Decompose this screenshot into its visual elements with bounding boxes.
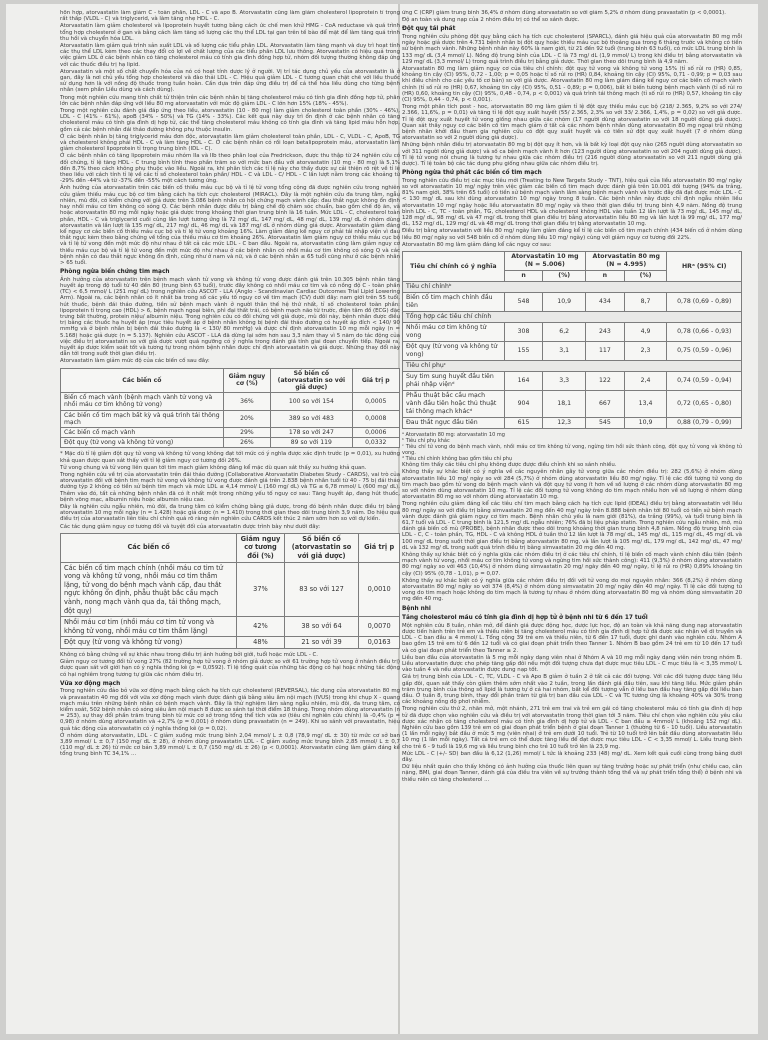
table-cell: 29% <box>223 427 270 437</box>
table-cell: 308 <box>504 323 543 342</box>
table-cell: 0,72 (0,65 - 0,80) <box>667 391 742 418</box>
table-cell: 4,9 <box>624 323 667 342</box>
table-header: Số biến cố (atorvastatin so với giả dược) <box>284 533 359 562</box>
table-cell: 545 <box>586 418 625 429</box>
paragraph: Trong một nghiên cứu mang tính chất tử thiện trên các bệnh nhân bị tăng cholesterol máu có tính gia đình đồng hợp tử, phân lớn các bệnh nhân đáp ứng với liều 80 mg atorvastatin với mức độ giảm LDL - C lớn hơn 15% (18% - 45%). <box>60 94 400 107</box>
table-header-row <box>403 252 742 271</box>
paragraph: Atorvastatin làm giảm cholesterol và lipoprotein huyết tương bằng cách ức chế men khử HMG - CoA reductase và quá trình tổng hợp cholesterol ở gan và bằng cách làm tăng số lượng các thụ thể LDL tại gan trên tế bào để mặt để làm tăng quá trình thu hồi và chuyển hóa LDL. <box>60 23 400 42</box>
paragraph: Ảnh hưởng của atorvastatin trên các biến cố thiếu máu cục bộ và tỉ lệ tử vong tổng cộng đã được nghiên cứu trong nghiên cứu giảm thiếu máu cục bộ cơ tim bằng cách hạ tích cực cholesterol (MIRACL). Đây là một nghiên cứu đa trung tâm, ngẫu nhiên, mù đôi, có kiểm chứng với giả dược trên 3.086 bệnh nhân có hội chứng mạch vành cấp: đau thắt ngực không ổn định hay nhồi máu cơ tim không có sóng Q. Các bệnh nhân được điều trị bằng chế độ chăm sóc chuẩn, bao gồm chế độ ăn, và hoặc atorvastatin 80 mg mỗi ngày hoặc giả dược trong khoảng thời gian trung bình là 16 tuần. Mức LDL - C, cholesterol toàn phần, HDL - C và triglycerid cuối cùng lần lượt tương ứng là 72 mg/ dL, 147 mg/ dL, 48 mg/ dL, 139 mg/ dL ở nhóm dùng atorvastatin và lần lượt là 135 mg/ dL, 217 mg/ dL, 46 mg/ dL và 187 mg/ dL ở nhóm dùng giả dược. Atorvastatin giảm đáng kể nguy cơ các biến cố thiếu máu cục bộ và tỉ lệ tử vong khoảng 16%. Làm giảm đáng kể nguy cơ phải tái nhập viện vì đau thắt ngực kèm theo bằng chứng về tổng của thiếu máu cơ tim khoảng 26%. Atorvastatin làm giảm nguy cơ thiếu máu cục bộ và tỉ lệ tử vong đến một mức độ như nhau ở tất cả các mức LDL - C ban đầu. Ngoài ra, atorvastatin cũng làm giảm nguy cơ thiếu máu cục bộ và tỉ lệ tử vong đến một mức độ như nhau ở các bệnh nhân có nhồi máu cơ tim không có sóng Q và các bệnh nhân có đau thắt ngực không ổn định, cũng như ở nam và nữ, và ở các bệnh nhân ≤ 65 tuổi cũng như ở các bệnh nhân > 65 tuổi. <box>60 185 400 266</box>
table-cell: 36% <box>223 393 270 410</box>
group-title: Atorvastatin 80 mg <box>592 253 660 261</box>
table-cell: Đột quỵ (tử vong và không tử vong) <box>403 342 505 361</box>
table-cell: 548 <box>504 293 543 312</box>
table-cell: 26% <box>223 438 270 448</box>
paragraph: ứng C (CRP) giảm trung bình 36,4% ở nhóm dùng atorvastatin so với giảm 5,2% ở nhóm dùng pravastatin (p < 0,0001). <box>402 10 726 16</box>
table-cell: 42% <box>237 617 284 637</box>
table-cell: 0,0070 <box>359 617 400 637</box>
paragraph: Mức LDL - C (+/- SD) ban đầu là 6,12 (1,26) mmol/ L tức là khoảng 233 (48) mg/ dL. Xem kết quả cuối cùng trong bảng dưới đây. <box>402 750 742 764</box>
table-row <box>403 323 742 342</box>
paragraph: Ở nhóm dùng atorvastatin, LDL - C giảm xuống mức trung bình 2,04 mmol/ L ± 0,8 (78,9 mg/ dL ± 30) từ mức cơ sở ban 3,89 mmol/ L ± 0,7 (150 mg/ dL ± 28), ở nhóm dùng pravastatin LDL - C giảm xuống mức trung bình 2,85 mmol/ L ± 0,7 (110 mg/ dL ± 26) từ mức cơ bản 3,89 mmol/ L ± 0,7 (150 mg/ dL ± 26) (p < 0,0001). Atorvastatin cũng làm giảm đáng kể tổng trung bình TC 34,1% ... <box>60 732 400 758</box>
table-cell: 3,3 <box>543 372 586 391</box>
table-cell: 904 <box>504 391 543 418</box>
table-cell: 2,3 <box>624 342 667 361</box>
paragraph: Ở các bệnh nhân có tăng lipoprotein máu nhóm IIa và IIb theo phân loại của Fredrickson, được thu thập từ 24 nghiên cứu có đối chứng, tỉ lệ tăng HDL - C trung bình tính theo phần trăm so với mức ban đầu với atorvastatin (10 mg - 80 mg) là 5,1% đến 8,7% theo cách không phụ thuộc vào liều. Ngoài ra, khi phân tích các tỉ lệ này cho thấy được sự cải thiện rõ rệt về tỉ lệ theo liều với cách tính tỉ lệ về các tỉ số cholesterol toàn phần/ HDL - C và LDL - C/ HDL - C lần lượt nằm trong các khoảng từ -29% đến -44% và từ -37% đến -55% một cách tương ứng. <box>60 153 400 185</box>
table-row <box>61 617 400 637</box>
table-cell: 0,0163 <box>359 637 400 649</box>
table-cell: 0,74 (0,59 - 0,94) <box>667 372 742 391</box>
table-cell: Nhồi máu cơ tim không tử vong <box>403 323 505 342</box>
table-cell: Suy tim sung huyết đầu tiên phải nhập việnᵈ <box>403 372 505 391</box>
paragraph: Không có bằng chứng về sự khác nhau trong điều trị ảnh hưởng bởi giới, tuổi hoặc mức LDL - C. <box>60 651 319 658</box>
table-cell: 10,9 <box>543 293 586 312</box>
table-cell: Đột quỵ (tử vong và không tử vong) <box>61 438 224 448</box>
paragraph: Những bệnh nhân điều trị atorvastatin 80 mg bị đột quỵ ít hơn, và là bất kỳ loại đột quỵ nào (265 người dùng atorvastatin so với 311 người dùng giả dược) và số ca bệnh mạch vành ít hơn (123 người dùng atorvastatin so với 204 người dùng giả dược). Tỉ lệ tử vong nói chung là tương tự nhau giữa các nhóm điều trị (216 người dùng atorvastatin so với 211 người dùng giả dược). Tỉ lệ toàn bộ các tác dụng phụ giống nhau giữa các nhóm điều trị. <box>402 142 742 168</box>
table-cell: 117 <box>586 342 625 361</box>
paragraph: Atorvastatin và một số chất chuyển hóa của nó có hoạt tính dược lý ở người. Vị trí tác dụng chủ yếu của atorvastatin là ở gan, đây là nơi chủ yếu tổng hợp cholesterol và đào thải LDL - C. Hiệu quả giảm LDL - C tương quan chặt chẽ với liều thuốc sử dụng hơn là với nồng độ thuốc trong tuần hoàn. Cần dựa trên đáp ứng điều trị để cá thể hóa liều dùng cho từng bệnh nhân (xem phần Liều dùng và cách dùng). <box>60 68 400 94</box>
table-subheader: (%) <box>543 271 586 282</box>
paragraph: hồn hợp, atorvastatin làm giảm C - toàn phần, LDL - C và apo B. Atorvastatin cũng làm giảm cholesterol lipoprotein tỉ trọng rất thấp (VLDL - C) và triglycerid, và làm tăng nhẹ HDL - C. <box>60 10 400 23</box>
table-cell: 10,9 <box>624 418 667 429</box>
table-cell: Các biến cố tim mạch bất kỳ và quá trình tái thông mạch <box>61 410 224 427</box>
group-count: (N = 4.995) <box>606 261 647 269</box>
left-column <box>60 10 400 1028</box>
paragraph: Atorvastatin làm giảm quá trình sản xuất LDL và số lượng các tiểu phân LDL. Atorvastatin làm tăng mạnh và duy trì hoạt tính các thụ thể LDL kèm theo các thay đổi có lợi về chất lượng của các tiểu phân LDL lưu thông. Atorvastatin có hiệu quả trong việc giảm LDL ở các bệnh nhân có tăng cholesterol máu có tính gia đình đồng hợp tử, nhóm đối tượng thường không đáp ứng với các thuốc điều trị hạ lipid. <box>60 43 400 68</box>
table-cell: 0,0008 <box>352 410 399 427</box>
table-header: Giá trị p <box>352 368 399 393</box>
table-row <box>403 418 742 429</box>
table-cell: Đột quỵ (tử vong và không tử vong) <box>61 637 237 649</box>
table-subheader: (%) <box>624 271 667 282</box>
table-cell: Biến cố tim mạch chính đầu tiên <box>403 293 505 312</box>
paragraph: Dữ liệu nhất quán cho thấy không có ảnh hưởng của thuốc liên quan sự tăng trưởng hoặc sự phát triển (như chiều cao, cân nặng, BMI, giai đoạn Tanner, đánh giá của điều tra viên về sự trưởng thành tổng thể và sự phát triển tổng thể) ở bệnh nhi và thiếu niên có tăng cholesterol ... <box>402 764 742 783</box>
paragraph: Một nghiên cứu 8 tuần, nhãn mở, để đánh giá được động học, dược lực học, độ an toàn và khả năng dung nạp atorvastatin được tiến hành trên trẻ em và thiếu niên bị tăng cholesterol máu có tính gia đình dị hợp tử đã được xác nhận về di truyền và LDL - C ban đầu ≥ 4 mmol/ L. Tổng cộng 39 trẻ em và thiếu niên, từ 6 đến 17 tuổi, được ghi danh vào nghiên cứu. Nhóm A bao gồm 15 trẻ em từ 6 đến 12 tuổi và có giai đoạn phát triển theo Tanner 1. Nhóm B bao gồm 24 trẻ em từ 10 đến 17 tuổi và có giai đoạn phát triển theo Tanner ≥ 2. <box>402 622 742 654</box>
paragraph: Trong nghiên cứu về trị của atorvastatin trên đái tháo đường (Collaborative Atorvastatin Diabetes Study - CARDS), vai trò của atorvastatin đối với bệnh tim mạch tử vong và không tử vong được đánh giá trên 2.838 bệnh nhân tuổi từ 40 - 75 bị đái tháo đường týp 2 không có tiền sử bệnh tim mạch và mức LDL ≤ 4,14 mmol/ L (160 mg/ dL) và TG ≤ 6,78 mmol/ L (600 mg/ dL). Thêm vào đó, tất cả những bệnh nhân đã có ít nhất một trong những yếu tố nguy cơ sau: Tăng huyết áp, đang hút thuốc, bệnh võng mạc, albumin niệu hoặc albumin niệu cao. <box>60 472 400 503</box>
paragraph: Atorvastatin 80 mg làm giảm nguy cơ của tiêu chí chính: đột quỵ tử vong và không tử vong 15% (tỉ số rủi ro (HR) 0,85, khoảng tin cậy (CI) 95%, 0,72 - 1,00; p = 0,05 hoặc tỉ số rủi ro (HR) 0,84, khoảng tin cậy (CI) 95%, 0,71 - 0,99; p = 0,03 sau khi điều chỉnh cho các yếu tố cơ bản) so với giả dược. Atorvastatin 80 mg làm giảm đáng kể nguy cơ các biến cố mạch vành chính (tỉ số rủi ro (HR) 0,67, khoảng tin cậy (CI) 95%, 0,51 - 0,89; p = 0,006), bất kì biến tương bệnh mạch vành (tỉ số rủi ro (HR) 0,60, khoảng tin cậy (CI) 95%, 0,48 - 0,74, p < 0,001) và quá trình tái thông mạch (tỉ số rủi ro (HR) 0,57, khoảng tin cậy (CI) 95%, 0,44 - 0,74, p < 0,001). <box>402 66 742 104</box>
paragraph: Trong một phân tích post - hoc, atorvastatin 80 mg làm giảm tỉ lệ đột quỵ thiếu máu cục bộ (218/ 2.365, 9,2% so với 274/ 2.366, 11,6%, p = 0,01) và tăng tỉ lệ đột quỵ xuất huyết (55/ 2.365, 2,3% so với 33/ 2.366, 1,4%, p = 0,02) so với giả dược. Tỉ lệ đột quỵ xuất huyết tử vong giống nhau giữa các nhóm (17 người dùng atorvastatin so với 18 người dùng giả dược). Quan sát thấy nguy cơ các biến cố tim mạch giảm ở tất cả các nhóm bệnh nhân dùng atorvastatin 80 mg ngoại trừ những bệnh nhân khởi đầu tham gia nghiên cứu có đột quỵ xuất huyết và có tiền sử đột quỵ xuất huyết (7 ở nhóm dùng atorvastatin so với 2 người dùng giả dược). <box>402 104 742 142</box>
table-cell: 434 <box>586 293 625 312</box>
table-cell: 8,7 <box>624 293 667 312</box>
table-row <box>403 293 742 312</box>
table-cell: 2,4 <box>624 372 667 391</box>
table-cell: Biến cố mạch vành (bệnh mạch vành tử vong và nhồi máu cơ tim không tử vong) <box>61 393 224 410</box>
table-cell: 3,1 <box>543 342 586 361</box>
table-row <box>61 562 400 617</box>
table-cell: 37% <box>237 562 284 617</box>
section-heading: Đột quỵ tái phát <box>402 26 456 33</box>
table-header: Các biến cố <box>61 533 237 562</box>
table-cell: 0,0006 <box>352 427 399 437</box>
footnote: ᶜ Tiêu chí tử vong do bệnh mạch vành, nhồi máu cơ tim không tử vong, ngừng tim hồi sức thành công, đột quỵ tử vong và không tử vong. <box>402 444 742 457</box>
table-header-row <box>61 533 400 562</box>
table-header: Giảm nguy cơ tương đối (%) <box>237 533 284 562</box>
table-cell: 0,78 (0,69 - 0,89) <box>667 293 742 312</box>
table-cell: 243 <box>586 323 625 342</box>
table-cell: Đau thắt ngực đầu tiên <box>403 418 505 429</box>
paragraph: Ở các bệnh nhân bị tăng triglycerid máu đơn độc, atorvastatin làm giảm cholesterol toàn phần, LDL - C, VLDL - C, ApoB, TG và cholesterol không phải HDL - C và làm tăng HDL - C. Ở các bệnh nhân có rối loạn betalipoprotein máu, atorvastatin làm giảm cholesterol lipoprotein tỉ trọng trung bình (IDL - C). <box>60 133 400 153</box>
paragraph: Trong nghiên cứu giảm đáng kể các tiêu chí tim mạch bằng cách hạ tích cực lipid (IDEAL) điều trị bằng atorvastatin với liều 80 mg/ ngày so với điều trị bằng simvastatin 20 mg đến 40 mg/ ngày trên 8.888 bệnh nhân tới 80 tuổi có tiền sử bệnh mạch vành được đánh giá giảm nguy cơ tim mạch. Bệnh nhân chủ yếu là nam giới (81%), da trắng (99%), và tuổi trung bình là 61,7 tuổi và LDL - C trung bình là 121,5 mg/ dL ngẫu nhiên; 76% đã bị liệu pháp statin. Trong nghiên cứu ngẫu nhiên, mở, mù đánh giá biến cố mù (PROBE), bệnh nhân được theo dõi trong khoảng thời gian trung bình 4,8 năm. Nồng độ trung bình của LDL - C, C - toàn phần, TG, HDL - C và không HDL ở tuần thứ 12 lần lượt là 78 mg/ dL, 145 mg/ dL, 115 mg/ dL, 45 mg/ dL và 100 mg/ dL trong suốt thời gian điều trị bằng atorvastatin 80 mg, và lần lượt là 105 mg/ dL, 179 mg/ dL, 142 mg/ dL, 47 mg/ dL và 132 mg/ dL trong suốt quá trình điều trị bằng simvastatin 20 mg đến 40 mg. <box>402 501 742 551</box>
footnote: ᵈ Tiêu chí chính không bao gồm tiêu chí phụ <box>402 456 513 463</box>
footnote: ᵇ Tiêu chí phụ khác <box>402 438 450 445</box>
table-header: Số biến cố (atorvastatin so với giả dược) <box>271 368 352 393</box>
table-cell: 48% <box>237 637 284 649</box>
group-count: (N = 5.006) <box>524 261 565 269</box>
table-cell: 20% <box>223 410 270 427</box>
paragraph: Các tác dụng giảm nguy cơ tương đối và tuyệt đối của atorvastatin được trình bày như dưới đây: <box>60 523 321 530</box>
section-heading: Phòng ngừa biến chứng tim mạch <box>60 269 170 276</box>
table-cell: Các biến cố mạch vành <box>61 427 224 437</box>
table-cell: 178 so với 247 <box>271 427 352 437</box>
section-heading: Vữa xơ động mạch <box>60 680 121 687</box>
table-subheader: n <box>504 271 543 282</box>
table-cell: 0,0332 <box>352 438 399 448</box>
paragraph: Tử vong chung và tử vong liên quan tới tim mạch giảm không đáng kể mặc dù quan sát thấy xu hướng khả quan. <box>60 464 367 471</box>
table-row <box>403 282 742 293</box>
table-row <box>403 312 742 323</box>
table-subheader: n <box>586 271 625 282</box>
table-header: HRᵃ (95% CI) <box>667 252 742 282</box>
table-cell: Tiêu chí phụᶜ <box>403 361 742 372</box>
table-cell: 0,78 (0,66 - 0,93) <box>667 323 742 342</box>
table-cell: Phẫu thuật bắc cầu mạch vành đầu tiên hoặc thủ thuật tái thông mạch khácᵈ <box>403 391 505 418</box>
paragraph: Liều ban đầu của atorvastatin là 5 mg mỗi ngày dạng viên nhai ở Nhóm A và 10 mg mỗi ngày dạng viên nén trong nhóm B. Liều atorvastatin được cho phép tăng gấp đôi nếu một đối tượng chưa đạt được mục tiêu LDL - C mục tiêu là < 3,35 mmol/ L vào tuần 4 và nếu atorvastatin được dung nạp tốt. <box>402 654 742 674</box>
table-cell: Các biến cố tim mạch chính (nhồi máu cơ tim tử vong và không tử vong, nhồi máu cơ tim thầm lặng, tử vong do bệnh mạch vành cấp, đau thắt ngực không ổn định, phẫu thuật bắc cầu mạch vành, nong mạch vành qua da, tái thông mạch, đột quỵ) <box>61 562 237 617</box>
table-row <box>61 637 400 649</box>
table-cell: 89 so với 119 <box>271 438 352 448</box>
table-cell: 667 <box>586 391 625 418</box>
subsection-heading: Tăng cholesterol máu có tính gia đình dị hợp tử ở bệnh nhi từ 6 đến 17 tuổi <box>402 615 648 622</box>
paragraph: Atorvastatin làm giảm mức độ của các biến cố sau đây: <box>60 358 210 365</box>
table-cell: Nhồi máu cơ tim (nhồi máu cơ tim tử vong và không tử vong, nhồi máu cơ tim thầm lặng) <box>61 617 237 637</box>
table-row <box>61 393 400 410</box>
paragraph: Không thấy sự khác biệt có ý nghĩa về các nguyên nhân gây tử vong giữa các nhóm điều trị: 282 (5,6%) ở nhóm dùng atorvastatin liều 10 mg/ ngày so với 284 (5,7%) ở nhóm dùng atorvastatin liều 80 mg/ ngày. Tỉ lệ các đối tượng tử vong do tim mạch bao gồm tử vong do bệnh mạch vành và đột quỵ tử vong ít hơn về số lượng ở các nhóm dùng atorvastatin 80 mg so với nhóm dùng atorvastatin 10 mg. Tỉ lệ các đối tượng tử vong không do tim mạch nhiều hơn về số lượng ở nhóm dùng atorvastatin 80 mg so với nhóm dùng atorvastatin 10 mg. <box>402 469 742 501</box>
document-sheet <box>6 4 758 1034</box>
paragraph: Trong nghiên cứu thứ 2, nhãn mở, một nhánh, 271 trẻ em trai và trẻ em gái có tăng cholesterol máu có tính gia đình dị hợp tử đã được chọn vào nghiên cứu và điều trị với atorvastatin trong thời gian tới 3 năm. Tiêu chí chọn vào nghiên cứu yêu cầu được xác nhận có tăng cholesterol máu có tính gia đình dị hợp tử và LDL - C ban đầu ≥ 4mmol/ L (khoảng 152 mg/ dL). Nghiên cứu bao gồm 139 trẻ em có giai đoạn phát triển bệnh ở giai đoạn Tanner 1 (thường từ 6 - 10 tuổi). Liều atorvastatin (1 lần mỗi ngày) bắt đầu ở mức 5 mg (viên nhai) ở trẻ em dưới 10 tuổi. Trẻ từ 10 tuổi trở lên bắt đầu dùng atorvastatin liều 10 mg (1 lần mỗi ngày). Tất cả trẻ em có thể được tăng liều để đạt được mục tiêu LDL - C < 3,35 mmol/ L. Liều trung bình cho trẻ 6 - 9 tuổi là 19,6 mg và liều trung bình cho trẻ 10 tuổi trở lên là 23,9 mg. <box>402 706 742 750</box>
table-row <box>403 361 742 372</box>
paragraph: Trong nghiên cứu đảo bỏ vữa xơ động mạch bằng cách hạ tích cực cholesterol (REVERSAL), tác dụng của atorvastatin 80 mg và pravastatin 40 mg đối với vữa xơ động mạch vành được đánh giá bằng siêu âm nội mạch (IVUS) trong khi chụp X - quang mạch máu trên những bệnh nhân có bệnh mạch vành. Đây là thử nghiệm lâm sàng ngẫu nhiên, mù đôi, đa trung tâm, có kiểm soát, 502 bệnh nhân có sóng siêu âm nội mạch 8 được so sánh tại thời điểm 18 tháng. Trong nhóm dùng atorvastatin (n = 253), sự thay đổi phần trăm trung bình từ mức cơ sở trong tổng thể tích vữa xơ (tiêu chí nghiên cứu chính) là -0,4% (p = 0,98) ở nhóm dùng atorvastatin và +2,7% (p = 0,001) ở nhóm dùng pravastatin (n = 249). Khi so sánh với pravastatin, hiệu quả tác động của atorvastatin có ý nghĩa thống kê (p = 0,02). <box>60 688 400 732</box>
table-cell: 164 <box>504 372 543 391</box>
table-row <box>61 427 400 437</box>
table-row <box>61 410 400 427</box>
table-cell: 13,4 <box>624 391 667 418</box>
table-cell: 100 so với 154 <box>271 393 352 410</box>
paragraph: Điều trị bằng atorvastatin với liều 80 mg/ ngày làm giảm đáng kể tỉ lệ các biến cố tim mạch chính (434 biến cố ở nhóm dùng liều 80 mg/ ngày so với 548 biến cố ở nhóm dùng liều 10 mg/ ngày) cùng với giảm nguy cơ tương đối 22%. <box>402 228 742 241</box>
section-heading: Bệnh nhi <box>402 605 431 612</box>
table-cell: 83 so với 127 <box>284 562 359 617</box>
table-header: Tiêu chí chính có ý nghĩa <box>403 252 505 282</box>
table-cell: 18,1 <box>543 391 586 418</box>
table-header: Các biến cố <box>61 368 224 393</box>
footnote: * Mặc dù tỉ lệ giảm đột quỵ tử vong và không tử vong không đạt tới mức có ý nghĩa được xác định trước (p = 0,01), xu hướng khả quan được quan sát thấy với tỉ lệ giảm nguy cơ tương đối 26%. <box>60 451 400 464</box>
table-header: Giá trị p <box>359 533 400 562</box>
table-header-row <box>61 368 400 393</box>
footnote: ᵃ Atorvastatin 80 mg: atorvastatin 10 mg <box>402 432 505 439</box>
paragraph: Giá trị trung bình của LDL - C, TC, VLDL - C và Apo B giảm ở tuần 2 ở tất cả các đối tượng. Với các đối tượng được tăng liều gấp đôi, quan sát thấy còn giảm thêm sớm nhất vào 2 tuần, trong lần đánh giá đầu tiên, sau khi tăng liều. Mức giảm phần trăm trung bình của thông số lipid là tương tự ở cả hai nhóm, bất kể đối tượng vẫn ở liều ban đầu hay tăng gấp đôi liều ban đầu. Ở tuần 8, trung bình, thay đổi phần trăm từ giá trị ban đầu của LDL - C và TC tương ứng là khoảng 40% và 30% trong các khoảng nồng độ phơi nhiễm. <box>402 674 742 706</box>
paragraph: Không thấy sự khác biệt có ý nghĩa giữa các nhóm điều trị ở các tiêu chí chính, tỉ lệ biến cố mạch vành chính đầu tiên (bệnh mạch vành tử vong, nhồi máu cơ tim không tử vong và ngừng tim hồi sức thành công): 411 (9,3%) ở nhóm dùng atorvastatin 80 mg/ ngày so với 463 (10,4%) ở nhóm dùng simvastatin 20 mg/ ngày đến 40 mg/ ngày, tỉ lệ rủi ro (HR) 0,89% khoảng tin cậy (CI) 95% (0,78 - 1,01), p = 0,07. <box>402 551 742 577</box>
table-cell: 389 so với 483 <box>271 410 352 427</box>
paragraph: Trong nghiên cứu phòng đột quỵ bằng cách hạ tích cực cholesterol (SPARCL), đánh giá hiệu quả của atorvastatin 80 mg mỗi ngày hoặc giả dược trên 4.731 bệnh nhân bị đột quỵ hoặc thiếu máu cục bộ thoáng qua trong 6 tháng trước và không có tiền sử bệnh mạch vành. Những bệnh nhân này 60% là nam giới, từ 21 đến 92 tuổi (trung bình 63 tuổi), có mức LDL trung bình là 133 mg/ dL (3,4 mmol/ L). Nồng độ trung bình của LDL - C là 73 mg/ dL (1,9 mmol/ L) trong khi điều trị bằng atorvastatin và 129 mg/ dL (3,3 mmol/ L) trong quá trình điều trị bằng giả dược. Thời gian theo dõi trung bình là 4,9 năm. <box>402 34 742 65</box>
table-cell: 6,2 <box>543 323 586 342</box>
paragraph: Không thấy sự khác biệt có ý nghĩa giữa các nhóm điều trị đối với tử vong do mọi nguyên nhân: 366 (8,2%) ở nhóm dùng atorvastatin 80 mg/ ngày so với 374 (8,4%) ở nhóm dùng simvastatin 20 mg/ ngày đến 40 mg/ ngày. Tỉ lệ các đối tượng tử vong do tim mạch hoặc không do tim mạch là tương tự nhau ở nhóm dùng atorvastatin 80 mg và nhóm dùng simvastatin 20 mg đến 40 mg. <box>402 577 742 603</box>
table-row <box>403 391 742 418</box>
table-header <box>504 252 585 271</box>
paragraph: Ảnh hưởng của atorvastatin trên bệnh mạch vành tử vong và không tử vong được đánh giá trên 10.305 bệnh nhân tăng huyết áp trong độ tuổi từ 40 đến 80 (trung bình 63 tuổi), trước đây không có nhồi máu cơ tim và có nồng độ C - toàn phần (TC) < 6,5 mmol/ L (251 mg/ dL) trong nghiên cứu ASCOT - LLA (Anglo - Scandinavian Cardiac Outcomes Trial Lipid Lowering Arm). Ngoài ra, các bệnh nhân có ít nhất ba trong số các yếu tố nguy cơ về tim mạch (CV) dưới đây: nam giới trên 55 tuổi, hút thuốc, bệnh đái tháo đường, tiền sử bệnh mạch vành ở người thân thế hệ thứ nhất, tỉ số cholesterol toàn phần: lipoprotein tỉ trọng cao (HDL) > 6, bệnh mạch ngoại biên, phì đại thất trái, có bệnh mạch não từ trước, điện tâm đồ (ECG) đặc trưng bất thường, protein niệu/ albumin niệu. Trong nghiên cứu có đối chứng với giả dược, mù đôi này, bệnh nhân được điều trị bằng các thuốc hạ huyết áp (mục tiêu huyết áp ở bệnh nhân không bị bệnh đái tháo đường có huyết áp đích < 140/ 90 mmHg và ở bệnh nhân bị bệnh đái tháo đường là < 130/ 80 mmHg) và được chỉ định atorvastatin 10 mg mỗi ngày (n = 5.168) hoặc giả dược (n = 5.137). Nghiên cứu ASCOT - LLA đã dừng lại sớm hơn sau 3,3 năm thay vì 5 năm do tác động của việc điều trị atorvastatin so với giả dược vượt quá ngưỡng có ý nghĩa trong đánh giá tính giai đoạn chuyển tiếp. Ngoài ra, huyết áp được kiểm soát tốt và tương tự trong nhóm bệnh nhân được chỉ định atorvastatin và giả dược. Những thay đổi này dẫn tới trong suốt thời gian điều trị. <box>60 276 400 358</box>
table-cell: 0,0010 <box>359 562 400 617</box>
table-row <box>403 372 742 391</box>
table-cell: 12,3 <box>543 418 586 429</box>
paragraph: Trong nghiên cứu điều trị các mục tiêu mới (Treating to New Targets Study - TNT), hiệu quả của liều atorvastatin 80 mg/ ngày so với atorvastatin 10 mg/ ngày trên việc giảm các biến cố tim mạch được đánh giá trên 10.001 đối tượng (94% da trắng, 81% nam giới, 38% trên 65 tuổi) có tiền sử bệnh mạch vành lâm sàng bệnh mạch vành và trước đây đã đạt được mức LDL - C < 130 mg/ dL sau khi dùng atorvastatin 10 mg/ ngày trong 8 tuần. Các bệnh nhân này được chỉ định ngẫu nhiên liều atorvastatin 10 mg/ ngày hoặc liều atorvastatin 80 mg/ ngày và theo thời gian điều trị trung bình 4,9 năm. Nồng độ trung bình LDL - C, TC - toàn phần, TG, cholesterol HDL và cholesterol không HDL vào tuần 12 lần lượt là 73 mg/ dL, 145 mg/ dL, 128 mg/ dL, 98 mg/ dL và 47 mg/ dL trong thời gian điều trị bằng atorvastatin liều 80 mg và lần lượt là 99 mg/ dL, 177 mg/ dL, 152 mg/ dL, 129 mg/ dL và 48 mg/ dL trong thời gian điều trị bằng atorvastatin 10 mg. <box>402 177 742 228</box>
right-column <box>402 10 742 1028</box>
table-cell: 0,88 (0,79 - 0,99) <box>667 418 742 429</box>
table-header <box>586 252 667 271</box>
paragraph: Atorvastatin 80 mg làm giảm đáng kể các nguy cơ sau: <box>402 241 552 248</box>
table-cell: 0,75 (0,59 - 0,96) <box>667 342 742 361</box>
ascot-events-table <box>60 368 400 449</box>
paragraph: Trong một nghiên cứu đánh giá đáp ứng theo liều, atorvastatin (10 - 80 mg) làm giảm cholesterol toàn phần (30% - 46%), LDL - C (41% - 61%), apoB (34% - 50%) và TG (14% - 33%). Các kết quả này duy trì ổn định ở các bệnh nhân có tăng cholesterol máu có tính gia đình dị hợp tử, các thể tăng cholesterol máu không có tính gia đình và tăng lipid máu hỗn hợp, gồm cả các bệnh nhân đái tháo đường không phụ thuộc insulin. <box>60 108 400 133</box>
paragraph: Không tìm thấy các tiêu chí phụ không được được điều chỉnh khi so sánh nhiều. <box>402 462 617 469</box>
cards-events-table <box>60 533 400 649</box>
paragraph: Độ an toàn và dung nạp của 2 nhóm điều trị có thể so sánh được. <box>402 17 580 24</box>
table-row <box>403 342 742 361</box>
section-heading: Phòng ngừa thứ phát các biến cố tim mạch <box>402 170 542 177</box>
tnt-endpoints-table <box>402 251 742 429</box>
table-cell: Tiêu chí chínhᵇ <box>403 282 742 293</box>
paragraph: Giảm nguy cơ tương đối tử vong 27% (82 trường hợp tử vong ở nhóm giả dược so với 61 trường hợp tử vong ở nhánh điều trị) được quan sát với giới hạn có ý nghĩa thống kê (p = 0,0592). Tỉ lệ tổng quát của những tác động có hại hoặc những tác động có hại nghiêm trọng tương tự giữa các nhóm điều trị. <box>60 659 400 678</box>
table-cell: 122 <box>586 372 625 391</box>
table-cell: 21 so với 39 <box>284 637 359 649</box>
table-header: Giảm nguy cơ (%) <box>223 368 270 393</box>
table-cell: 155 <box>504 342 543 361</box>
group-title: Atorvastatin 10 mg <box>511 253 579 261</box>
table-cell: 38 so với 64 <box>284 617 359 637</box>
table-cell: Tổng hợp các tiêu chí chính <box>403 312 742 323</box>
table-row <box>61 438 400 448</box>
paragraph: Đây là nghiên cứu ngẫu nhiên, mù đôi, đa trung tâm có kiểm chứng bằng giả dược, trong đó bệnh nhân được điều trị bằng atorvastatin 10 mg mỗi ngày (n = 1.428) hoặc giả dược (n = 1.410) trong thời gian theo dõi trung bình 3,9 năm. Do hiệu quả điều trị của atorvastatin liên tiêu chí chính quá rõ ràng nên nghiên cứu CARDS kết thúc 2 năm sớm hơn so với dự kiến. <box>60 504 400 523</box>
table-cell: 615 <box>504 418 543 429</box>
table-cell: 0,0005 <box>352 393 399 410</box>
